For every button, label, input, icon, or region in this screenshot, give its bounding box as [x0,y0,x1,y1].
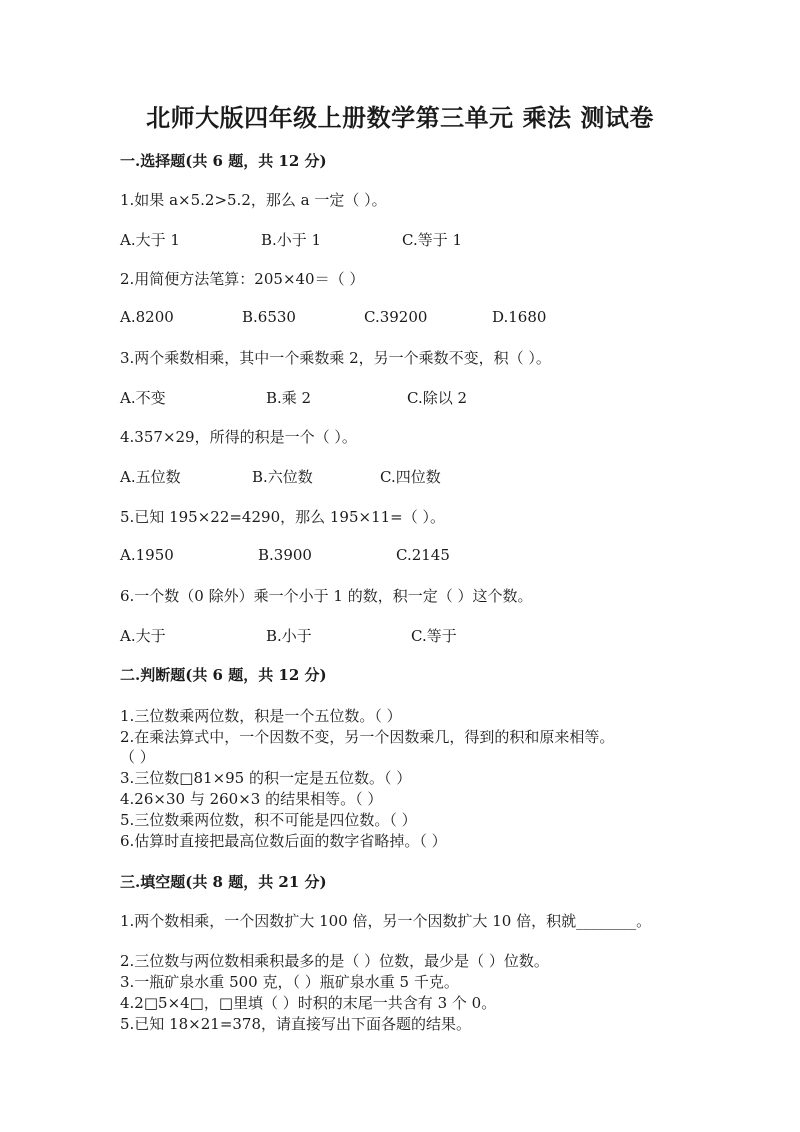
question-3-option-b: B.乘 2 [266,389,312,407]
section-heading-fill-blank: 三.填空题(共 8 题，共 21 分) [120,873,327,891]
question-3-stem: 3.两个乘数相乘，其中一个乘数乘 2，另一个乘数不变，积（ ）。 [120,349,551,367]
question-2-option-c: C.39200 [364,308,428,326]
fill-item-1: 1.两个数相乘，一个因数扩大 100 倍，另一个因数扩大 10 倍，积就________。 [120,912,652,930]
judge-item-4: 4.26×30 与 260×3 的结果相等。（ ） [120,790,383,808]
question-2-option-d: D.1680 [492,308,547,326]
section-heading-choice: 一.选择题(共 6 题，共 12 分) [120,152,327,170]
fill-item-5: 5.已知 18×21=378，请直接写出下面各题的结果。 [120,1015,472,1033]
question-4-option-b: B.六位数 [252,468,313,486]
question-5-option-a: A.1950 [120,546,174,564]
judge-item-5: 5.三位数乘两位数，积不可能是四位数。（ ） [120,811,417,829]
question-2-option-b: B.6530 [242,308,296,326]
question-4-option-a: A.五位数 [120,468,181,486]
page-title: 北师大版四年级上册数学第三单元 乘法 测试卷 [146,103,654,132]
section-heading-true-false: 二.判断题(共 6 题，共 12 分) [120,666,327,684]
question-5-option-b: B.3900 [258,546,312,564]
judge-item-6: 6.估算时直接把最高位数后面的数字省略掉。（ ） [120,832,447,850]
question-4-stem: 4.357×29，所得的积是一个（ ）。 [120,428,357,446]
judge-item-3: 3.三位数□81×95 的积一定是五位数。（ ） [120,769,412,787]
question-1-option-a: A.大于 1 [120,231,180,249]
question-5-option-c: C.2145 [396,546,450,564]
fill-item-3: 3.一瓶矿泉水重 500 克，（ ）瓶矿泉水重 5 千克。 [120,973,459,991]
question-6-option-c: C.等于 [411,627,457,645]
fill-item-4: 4.2□5×4□，□里填（ ）时积的末尾一共含有 3 个 0。 [120,994,497,1012]
judge-item-2-bracket: （ ） [120,748,155,766]
question-6-option-a: A.大于 [120,627,166,645]
question-1-option-b: B.小于 1 [261,231,322,249]
fill-item-2: 2.三位数与两位数相乘积最多的是（ ）位数，最少是（ ）位数。 [120,952,549,970]
question-3-option-c: C.除以 2 [407,389,468,407]
question-6-option-b: B.小于 [266,627,312,645]
question-1-stem: 1.如果 a×5.2>5.2，那么 a 一定（ ）。 [120,191,387,209]
judge-item-2: 2.在乘法算式中，一个因数不变，另一个因数乘几，得到的积和原来相等。 [120,728,615,746]
question-3-option-a: A.不变 [120,389,166,407]
question-2-stem: 2.用简便方法笔算：205×40＝（ ） [120,270,365,288]
judge-item-1: 1.三位数乘两位数，积是一个五位数。（ ） [120,707,402,725]
question-2-option-a: A.8200 [120,308,174,326]
question-4-option-c: C.四位数 [380,468,441,486]
question-5-stem: 5.已知 195×22=4290，那么 195×11=（ ）。 [120,508,445,526]
question-6-stem: 6.一个数（0 除外）乘一个小于 1 的数，积一定（ ）这个数。 [120,587,533,605]
question-1-option-c: C.等于 1 [402,231,463,249]
